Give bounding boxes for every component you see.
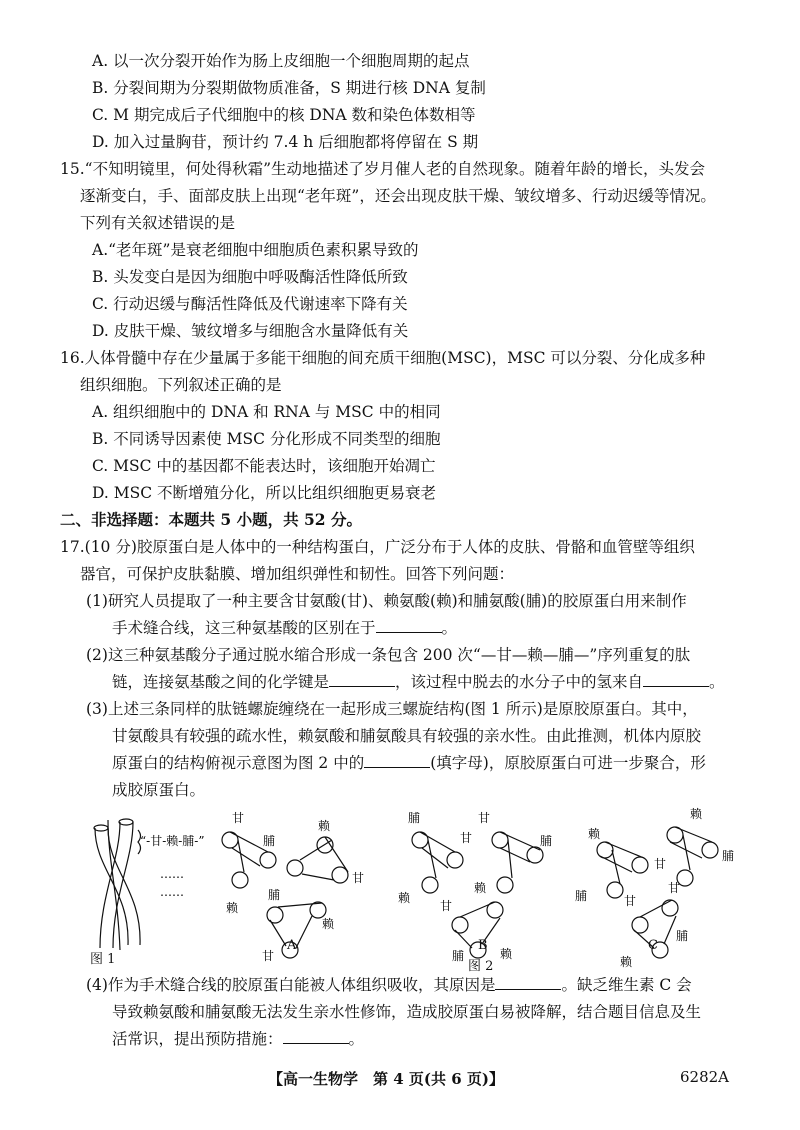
- q17-part1-line2: 手术缝合线，这三种氨基酸的区别在于 。: [112, 619, 458, 637]
- q15-stem-line1: 15.“不知明镜里，何处得秋霜”生动地描述了岁月催人老的自然现象。随着年龄的增长，头发会: [60, 160, 706, 178]
- q17-part4-line3: 活常识，提出预防措施： 。: [112, 1030, 365, 1048]
- q15-option-b: B. 头发变白是因为细胞中呼吸酶活性降低所致: [92, 268, 408, 286]
- a-lys-3: 赖: [322, 917, 335, 931]
- q16-option-a: A. 组织细胞中的 DNA 和 RNA 与 MSC 中的相同: [92, 403, 441, 421]
- q17-part3-line3: 原蛋白的结构俯视示意图为图 2 中的 (填字母)，原胶原蛋白可进一步聚合，形: [112, 754, 706, 772]
- q17-part4-line1: (4)作为手术缝合线的胶原蛋白能被人体组织吸收，其原因是 。缺乏维生素 C 会: [86, 976, 692, 994]
- b-pro-1: 脯: [408, 811, 421, 825]
- c-pro-3: 脯: [676, 929, 689, 943]
- b-gly-1: 甘: [460, 831, 473, 845]
- q14-option-b: B. 分裂间期为分裂期做物质准备，S 期进行核 DNA 复制: [92, 79, 486, 97]
- q15-stem-line2: 逐渐变白，手、面部皮肤上出现“老年斑”，还会出现皮肤干燥、皱纹增多、行动迟缓等情况。: [80, 187, 716, 205]
- q17-part3-line1: (3)上述三条同样的肽链螺旋缠绕在一起形成三螺旋结构(图 1 所示)是原胶原蛋白。其中，: [86, 700, 698, 718]
- b-lys-2: 赖: [474, 881, 487, 895]
- b-pro-3: 脯: [452, 949, 465, 963]
- figure1-triple-helix: [94, 819, 141, 950]
- seq-label: “-甘-赖-脯-”: [140, 834, 205, 848]
- figure2-option-a: [222, 832, 348, 958]
- c-gly-2: 甘: [654, 857, 667, 871]
- answer-blank-1[interactable]: [376, 618, 442, 633]
- q17-part3-line4: 成胶原蛋白。: [112, 781, 206, 799]
- q15-option-d: D. 皮肤干燥、皱纹增多与细胞含水量降低有关: [92, 322, 409, 340]
- paper-code: 6282A: [680, 1068, 730, 1086]
- q14-option-d: D. 加入过量胸苷，预计约 7.4 h 后细胞都将停留在 S 期: [92, 133, 479, 151]
- b-lys-3: 赖: [500, 947, 513, 961]
- c-lys-3: 赖: [620, 955, 633, 969]
- answer-blank-4[interactable]: [364, 753, 430, 768]
- a-lys-1: 赖: [226, 901, 239, 915]
- figure1-caption: 图 1: [90, 952, 116, 967]
- page-footer: 【高一生物学 第 4 页(共 6 页)】: [268, 1070, 504, 1088]
- q17-intro-line2: 器官，可保护皮肤黏膜、增加组织弹性和韧性。回答下列问题：: [80, 565, 515, 583]
- q17-part2-line2: 链，连接氨基酸之间的化学键是 ，该过程中脱去的水分子中的氢来自 。: [112, 673, 725, 691]
- c-pro-1: 脯: [575, 889, 588, 903]
- q16-option-d: D. MSC 不断增殖分化，所以比组织细胞更易衰老: [92, 484, 437, 502]
- answer-blank-6[interactable]: [283, 1029, 349, 1044]
- figure2-letter-c: C: [648, 938, 658, 953]
- figure2-caption: 图 2: [468, 959, 494, 974]
- c-lys-2: 赖: [690, 807, 703, 821]
- ellipsis-2: ……: [160, 885, 184, 899]
- answer-blank-2[interactable]: [329, 672, 395, 687]
- q17-part4-line2: 导致赖氨酸和脯氨酸无法发生亲水性修饰，造成胶原蛋白易被降解，结合题目信息及生: [112, 1003, 702, 1021]
- q14-option-a: A. 以一次分裂开始作为肠上皮细胞一个细胞周期的起点: [92, 52, 470, 70]
- b-gly-2: 甘: [478, 811, 491, 825]
- a-pro-2: 脯: [268, 888, 281, 902]
- q16-stem-line2: 组织细胞。下列叙述正确的是: [80, 376, 282, 394]
- ellipsis-1: ……: [160, 867, 184, 881]
- q17-intro-line1: 17.(10 分)胶原蛋白是人体中的一种结构蛋白，广泛分布于人体的皮肤、骨骼和血管壁等组织: [60, 538, 695, 556]
- q15-option-c: C. 行动迟缓与酶活性降低及代谢速率下降有关: [92, 295, 408, 313]
- c-pro-2: 脯: [722, 849, 735, 863]
- figure2-letter-a: A: [287, 938, 297, 953]
- figure2-letter-b: B: [478, 938, 488, 953]
- c-gly-1: 甘: [624, 894, 637, 908]
- a-pro-1: 脯: [263, 834, 276, 848]
- q15-option-a: A.“老年斑”是衰老细胞中细胞质色素积累导致的: [92, 241, 419, 259]
- figure-collagen: [0, 800, 800, 975]
- q15-stem-line3: 下列有关叙述错误的是: [80, 214, 236, 232]
- q16-option-c: C. MSC 中的基因都不能表达时，该细胞开始凋亡: [92, 457, 436, 475]
- b-lys-1: 赖: [398, 891, 411, 905]
- q17-part2-line1: (2)这三种氨基酸分子通过脱水缩合形成一条包含 200 次“—甘—赖—脯—”序列重复的肽: [86, 646, 691, 664]
- q17-part1-line1: (1)研究人员提取了一种主要含甘氨酸(甘)、赖氨酸(赖)和脯氨酸(脯)的胶原蛋白用来制作: [86, 592, 687, 610]
- q14-option-c: C. M 期完成后子代细胞中的核 DNA 数和染色体数相等: [92, 106, 476, 124]
- c-lys-1: 赖: [588, 827, 601, 841]
- b-pro-2: 脯: [540, 834, 553, 848]
- a-gly-2: 甘: [352, 871, 365, 885]
- q16-option-b: B. 不同诱导因素使 MSC 分化形成不同类型的细胞: [92, 430, 441, 448]
- section-heading: 二、非选择题：本题共 5 小题，共 52 分。: [60, 510, 362, 529]
- q16-stem-line1: 16.人体骨髓中存在少量属于多能干细胞的间充质干细胞(MSC)，MSC 可以分裂、分化成多种: [60, 349, 706, 367]
- c-gly-3: 甘: [668, 881, 681, 895]
- a-lys-2: 赖: [318, 819, 331, 833]
- answer-blank-3[interactable]: [643, 672, 709, 687]
- b-gly-3: 甘: [440, 899, 453, 913]
- answer-blank-5[interactable]: [495, 975, 561, 990]
- a-gly-3: 甘: [262, 949, 275, 963]
- a-gly-1: 甘: [232, 811, 245, 825]
- q17-part3-line2: 甘氨酸具有较强的疏水性，赖氨酸和脯氨酸具有较强的亲水性。由此推测，机体内原胶: [112, 727, 702, 745]
